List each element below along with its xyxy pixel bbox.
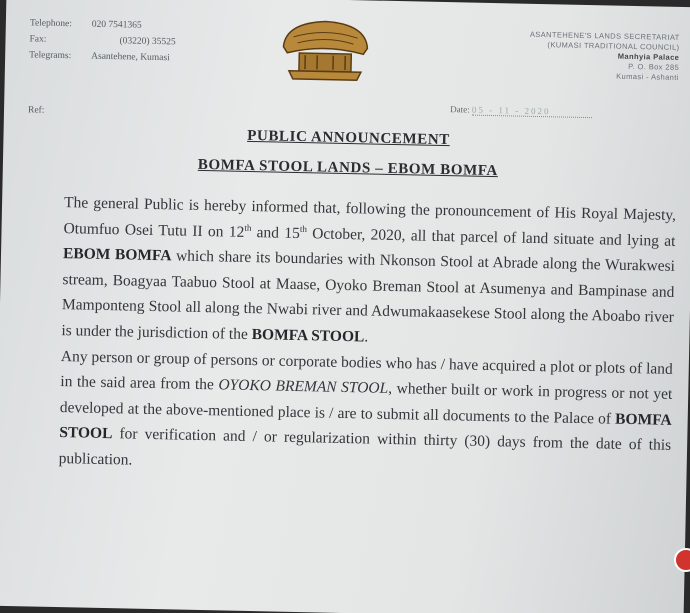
telephone-value: 020 7541365 xyxy=(91,19,142,31)
paragraph-2 xyxy=(58,344,673,485)
text-span: October, 2020, all that parcel of land situate and lying at xyxy=(306,224,676,250)
announcement-body xyxy=(58,190,676,484)
date-label: Date: xyxy=(450,104,470,115)
palace-name: Manhyia Palace xyxy=(617,51,680,62)
fax-label: Fax: xyxy=(29,34,47,45)
ref-label: Ref: xyxy=(27,105,45,116)
date-value: 05 - 11 - 2020 xyxy=(472,105,592,119)
council-name: (KUMASI TRADITIONAL COUNCIL) xyxy=(547,40,680,52)
telephone-label: Telephone: xyxy=(29,18,73,30)
text-span: which share its boundaries with Nkonson Stool at Abrade along the Wurakwesi stream, Boagyaa Taabuo Stool at Maase, Oyoko Breman Stool at Asumenya and Bampinase and Mamponteng Stool all along the Nwabi river and Adwumakaasekese Stool along the Aboabo river is under the jurisdiction of the xyxy=(61,247,676,344)
superscript: th xyxy=(299,223,308,234)
announcement-subtitle: BOMFA STOOL LANDS – EBOM BOMFA xyxy=(197,156,499,180)
text-span: The general Public is hereby informed that, following the pronouncement of His Royal Majesty, Otumfuo Osei Tutu II on 12 xyxy=(63,194,677,241)
telegrams-row xyxy=(29,47,176,66)
golden-stool-emblem-icon xyxy=(273,12,379,90)
po-box: P. O. Box 285 xyxy=(628,61,680,72)
contact-block xyxy=(29,15,176,66)
text-span: and 15 xyxy=(251,223,301,242)
text-span: for verification and / or regularization within thirty (30) days from the date of this publication. xyxy=(58,425,672,469)
paragraph-1 xyxy=(61,190,676,356)
telegrams-value: Asantehene, Kumasi xyxy=(91,51,170,64)
stool-name: BOMFA STOOL xyxy=(251,326,365,346)
stool-name: BOMFA STOOL xyxy=(59,410,672,443)
secretariat-block xyxy=(449,28,680,83)
date-field xyxy=(450,104,592,118)
text-span: Any person or group of persons or corporate bodies who has / have acquired a plot or plots of land in the said area from the xyxy=(60,347,673,394)
stool-name: OYOKO BREMAN STOOL xyxy=(218,376,389,398)
announcement-title: PUBLIC ANNOUNCEMENT xyxy=(247,127,451,149)
text-span: . xyxy=(364,328,369,346)
place-name: EBOM BOMFA xyxy=(62,245,172,265)
telegrams-label: Telegrams: xyxy=(29,50,72,62)
text-span: , whether built or work in progress or not yet developed at the above-mentioned place is / are to submit all documents to the Palace of xyxy=(59,380,673,428)
superscript: th xyxy=(244,222,252,233)
fax-value: (03220) 35525 xyxy=(119,36,176,48)
location: Kumasi - Ashanti xyxy=(616,71,679,82)
secretariat-name: ASANTEHENE'S LANDS SECRETARIAT xyxy=(529,29,680,42)
